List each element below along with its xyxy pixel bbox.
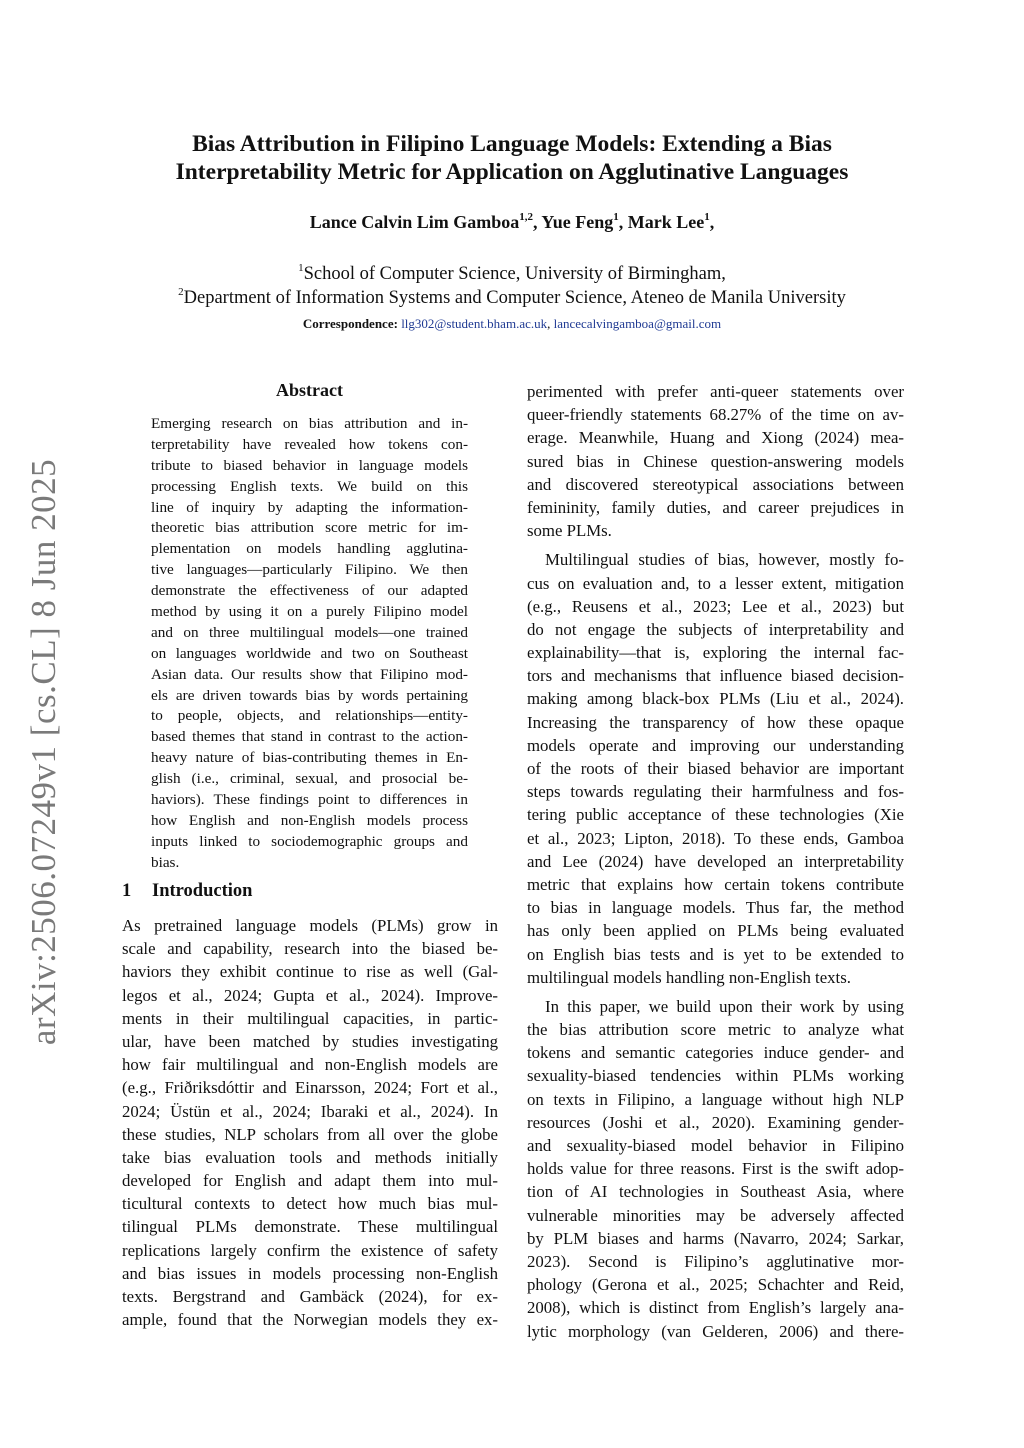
- text-line: femininity, family duties, and career prejudices in: [527, 497, 904, 517]
- author-name: Lance Calvin Lim Gamboa: [309, 212, 520, 232]
- author-affiliation-mark: 1: [704, 211, 710, 223]
- section-number: 1: [122, 881, 132, 901]
- text-line: vulnerable minorities may be adversely affected: [527, 1205, 904, 1225]
- text-line: els are driven towards bias by words pertaining: [151, 686, 468, 704]
- text-line: perimented with prefer anti-queer statements over: [527, 382, 904, 401]
- text-line: resources (Joshi et al., 2020). Examining gender-: [527, 1112, 904, 1132]
- correspondence-label: Correspondence:: [302, 316, 398, 331]
- text-line: holds value for three reasons. First is the swift adop-: [527, 1159, 904, 1179]
- text-line: and on three multilingual models—one trained: [151, 623, 468, 641]
- text-line: heavy nature of bias-contributing themes in En-: [151, 749, 468, 767]
- arxiv-identifier: arXiv:2506.07249v1 [cs.CL] 8 Jun 2025: [24, 458, 63, 1046]
- author-affiliation-mark: 1: [613, 211, 619, 223]
- text-line: on English bias tests and is yet to be extended to: [527, 944, 904, 964]
- title-line: Bias Attribution in Filipino Language Models: Extending a Bias: [192, 131, 832, 157]
- text-line: 2024; Üstün et al., 2024; Ibaraki et al., 2024). In: [122, 1101, 498, 1121]
- affiliation-mark: 2: [178, 285, 184, 298]
- text-line: take bias evaluation tools and methods initially: [122, 1147, 498, 1167]
- text-line: cus on evaluation and, to a lesser extent, mitigation: [527, 573, 904, 593]
- text-line: tering public acceptance of these technologies (Xie: [527, 805, 904, 825]
- text-line: processing English texts. We build on this: [151, 477, 468, 495]
- text-line: tokens and semantic categories induce gender- and: [527, 1043, 904, 1063]
- text-line: on texts in Filipino, a language without high NLP: [527, 1089, 904, 1109]
- text-line: In this paper, we build upon their work by using: [545, 996, 904, 1016]
- correspondence: Correspondence: llg302@student.bham.ac.uk, lancecalvingamboa@gmail.com: [302, 316, 722, 331]
- text-line: Asian data. Our results show that Filipino mod-: [151, 665, 468, 683]
- email-link[interactable]: llg302@student.bham.ac.uk: [401, 316, 548, 331]
- affiliation-line: [110, 286, 914, 310]
- text-line: developed for English and adapt them into mul-: [122, 1171, 498, 1191]
- text-line: to bias in language models. Thus far, the method: [527, 898, 904, 918]
- text-line: based themes that stand in contrast to the action-: [151, 728, 468, 746]
- text-line: tive languages—particularly Filipino. We then: [151, 561, 468, 579]
- text-line: tion of AI technologies in Southeast Asia, where: [527, 1182, 904, 1202]
- text-line: sured bias in Chinese question-answering models: [527, 451, 904, 471]
- text-line: how fair multilingual and non-English models are: [122, 1055, 498, 1075]
- affiliation-text: Department of Information Systems and Computer Science, Ateneo de Manila University: [183, 288, 846, 308]
- text-line: ample, found that the Norwegian models they ex-: [122, 1310, 498, 1330]
- text-line: tribute to biased behavior in language models: [151, 456, 468, 474]
- text-line: models operate and improving our understanding: [527, 735, 904, 755]
- text-line: As pretrained language models (PLMs) grow in: [122, 916, 498, 935]
- text-line: scale and capability, research into the biased be-: [122, 939, 498, 959]
- affiliation-text: School of Computer Science, University of Birmingham,: [303, 264, 726, 284]
- text-line: haviors they exhibit continue to rise as well (Gal-: [122, 962, 498, 982]
- text-line: ticultural contexts to detect how much bias mul-: [122, 1194, 498, 1214]
- text-line: haviors). These findings point to differences in: [151, 791, 468, 809]
- text-line: tilingual PLMs demonstrate. These multilingual: [122, 1217, 498, 1237]
- text-line: ular, have been matched by studies investigating: [122, 1031, 498, 1051]
- text-line: metric that explains how certain tokens contribute: [527, 874, 904, 894]
- text-line: 2008), which is distinct from English’s largely ana-: [527, 1298, 904, 1318]
- section-heading-introduction: [122, 881, 502, 902]
- text-line: queer-friendly statements 68.27% of the time on av-: [527, 405, 904, 425]
- paper-title: [120, 130, 904, 186]
- author-name: Mark Lee: [627, 212, 705, 232]
- text-line: tors and mechanisms that influence biased decision-: [527, 666, 904, 686]
- text-line: by PLM biases and harms (Navarro, 2024; Sarkar,: [527, 1228, 904, 1248]
- text-line: 2023). Second is Filipino’s agglutinative mor-: [527, 1251, 904, 1271]
- text-line: Increasing the transparency of how these opaque: [527, 712, 904, 732]
- text-line: bias.: [151, 853, 180, 871]
- text-line: the bias attribution score metric to analyze what: [527, 1020, 904, 1040]
- text-line: of the roots of their biased behavior are important: [527, 759, 904, 778]
- title-line: Interpretability Metric for Application on Agglutinative Languages: [175, 159, 849, 185]
- text-line: method by using it on a purely Filipino model: [151, 603, 468, 621]
- text-line: do not engage the subjects of interpretability and: [527, 619, 904, 639]
- text-line: lytic morphology (van Gelderen, 2006) and there-: [527, 1321, 904, 1341]
- text-line: and Lee (2024) have developed an interpretability: [527, 851, 904, 871]
- text-line: erage. Meanwhile, Huang and Xiong (2024) mea-: [527, 428, 904, 448]
- section-title: Introduction: [152, 881, 253, 901]
- arxiv-sidebar: [0, 0, 90, 1448]
- text-line: texts. Bergstrand and Gambäck (2024), for ex-: [122, 1287, 498, 1306]
- text-line: sexuality-biased tendencies within PLMs working: [527, 1066, 904, 1086]
- introduction-right-column: [527, 380, 904, 1343]
- affiliation-mark: 1: [298, 261, 304, 274]
- introduction-left-column: [122, 914, 498, 1331]
- text-line: et al., 2023; Lipton, 2018). To these ends, Gamboa: [527, 828, 904, 848]
- author-list: Lance Calvin Lim Gamboa$^{1,2}$, Yue Feng$^1$, Mark Lee$^1$,: [309, 211, 715, 232]
- text-line: making among black-box PLMs (Liu et al., 2024).: [527, 689, 904, 709]
- text-line: and bias issues in models processing non-English: [122, 1263, 498, 1283]
- text-line: terpretability have revealed how tokens con-: [151, 435, 468, 453]
- text-line: Multilingual studies of bias, however, mostly fo-: [545, 550, 904, 570]
- text-line: explainability—that is, exploring the internal fac-: [527, 643, 904, 663]
- text-line: these studies, NLP scholars from all over the globe: [122, 1124, 498, 1144]
- affiliation-line: [110, 262, 914, 286]
- affiliations: [110, 262, 914, 310]
- text-line: (e.g., Friðriksdóttir and Einarsson, 2024; Fort et al.,: [122, 1078, 498, 1098]
- text-line: legos et al., 2024; Gupta et al., 2024). Improve-: [122, 985, 498, 1005]
- text-line: and sexuality-biased model behavior in Filipino: [527, 1136, 904, 1155]
- text-line: phology (Gerona et al., 2025; Schachter and Reid,: [527, 1275, 904, 1295]
- text-line: Emerging research on bias attribution and in-: [151, 415, 468, 432]
- text-line: (e.g., Reusens et al., 2023; Lee et al., 2023) but: [527, 596, 904, 616]
- text-line: on languages worldwide and two on Southeast: [151, 644, 468, 662]
- abstract-heading: Abstract: [276, 380, 343, 400]
- text-line: theoretic bias attribution score metric for im-: [151, 519, 468, 537]
- text-line: to people, objects, and relationships—entity-: [151, 707, 468, 725]
- abstract-body: [151, 414, 468, 874]
- text-line: inputs linked to sociodemographic groups and: [151, 832, 468, 850]
- email-link[interactable]: lancecalvingamboa@gmail.com: [553, 316, 722, 331]
- text-line: glish (i.e., criminal, sexual, and prosocial be-: [151, 770, 468, 788]
- text-line: has only been applied on PLMs being evaluated: [527, 921, 904, 941]
- text-line: line of inquiry by adapting the information-: [151, 498, 468, 516]
- text-line: plementation on models handling agglutina-: [151, 540, 468, 558]
- text-line: steps towards regulating their harmfulness and fos-: [527, 782, 904, 802]
- text-line: ments in their multilingual capacities, in partic-: [122, 1008, 498, 1028]
- text-line: how English and non-English models process: [151, 811, 468, 829]
- author-name: Yue Feng: [541, 212, 614, 232]
- text-line: and discovered stereotypical associations between: [527, 474, 904, 494]
- text-line: some PLMs.: [527, 521, 612, 541]
- text-line: replications largely confirm the existence of safety: [122, 1240, 498, 1260]
- text-line: demonstrate the effectiveness of our adapted: [151, 582, 468, 600]
- text-line: multilingual models handling non-English texts.: [527, 967, 851, 987]
- author-affiliation-mark: 1,2: [519, 211, 534, 223]
